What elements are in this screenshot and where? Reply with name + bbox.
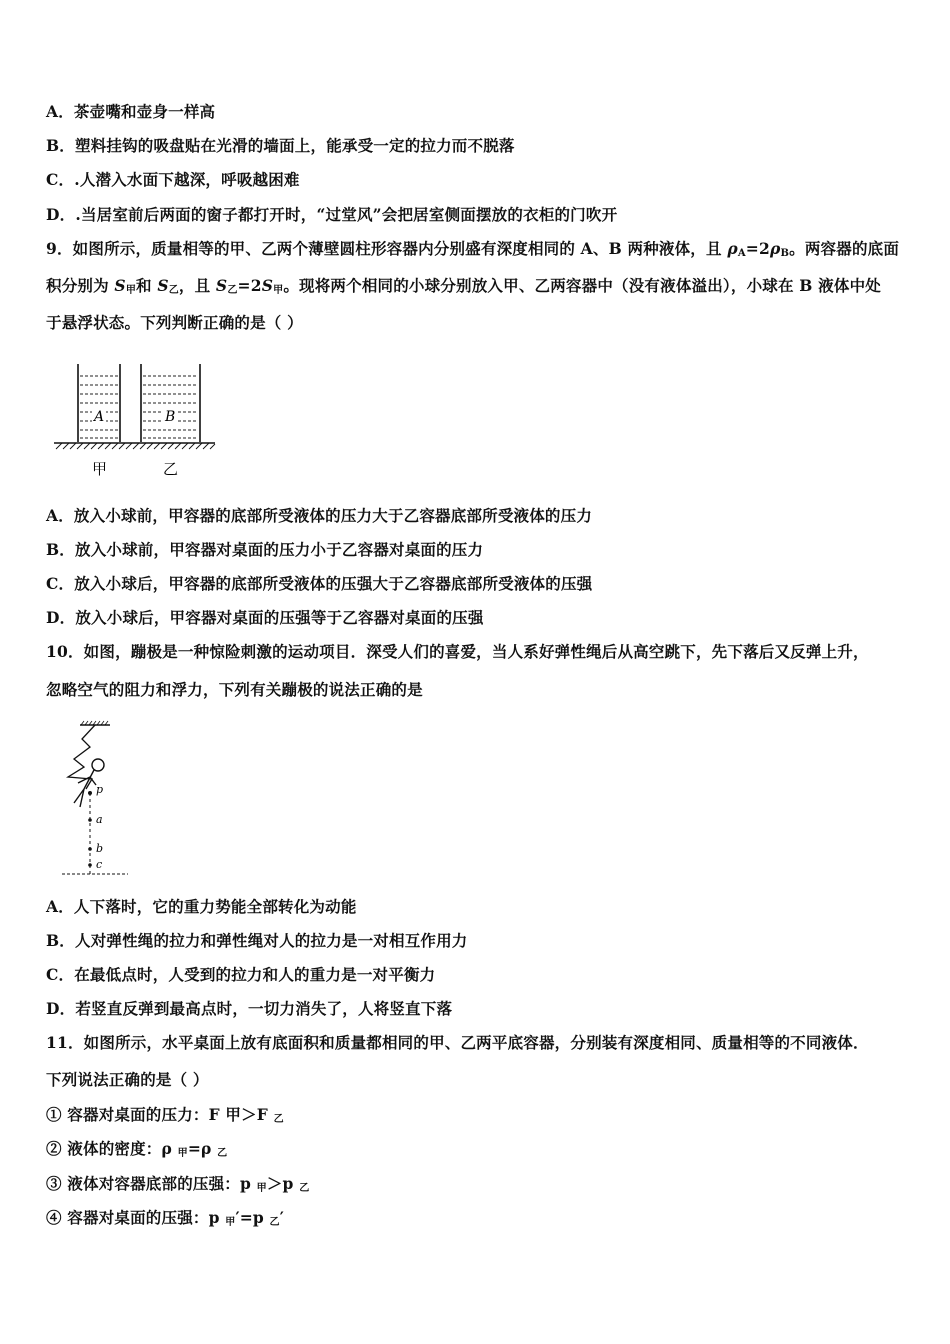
q10-option-a: A．人下落时，它的重力势能全部转化为动能 [46, 897, 357, 916]
q11-stem-line1: 11．如图所示，水平桌面上放有底面积和质量都相同的甲、乙两平底容器，分别装有深度相同、质量相等的不同液体． [46, 1033, 869, 1052]
q9-stem-line2: 积分别为 $S_甲$和 $S_乙$，且 $S_乙=2S_甲$。现将两个相同的小球分别放入甲、乙两容器中（没有液体溢出），小球在 B 液体中处 [46, 276, 881, 296]
q11-statement-1: ① 容器对桌面的压力：F 甲＞F $_乙$ [46, 1105, 284, 1125]
caption-jia: 甲 [92, 460, 108, 478]
q9-option-d: D．放入小球后，甲容器对桌面的压强等于乙容器对桌面的压强 [46, 608, 484, 627]
liquid-a [80, 376, 118, 438]
q10-option-d: D．若竖直反弹到最高点时，一切力消失了，人将竖直下落 [46, 999, 453, 1018]
caption-yi: 乙 [163, 460, 179, 478]
q11-statement-2: ② 液体的密度：ρ $_甲$=ρ $_乙$ [46, 1139, 228, 1159]
q9-option-c: C．放入小球后，甲容器的底部所受液体的压强大于乙容器底部所受液体的压强 [46, 574, 593, 593]
q10-stem-line1: 10．如图，蹦极是一种惊险刺激的运动项目．深受人们的喜爱，当人系好弹性绳后从高空跳下，先下落后又反弹上升， [46, 642, 869, 661]
liquid-a-label: A [94, 409, 105, 425]
q9-stem-line1: 9．如图所示，质量相等的甲、乙两个薄壁圆柱形容器内分别盛有深度相同的 A、B 两种液体，且 $\rho_A=2\rho_B$。两容器的底面 [46, 239, 900, 259]
q11-stem-line2: 下列说法正确的是（ ） [46, 1070, 209, 1089]
q9-containers-figure [50, 358, 220, 480]
liquid-b [143, 376, 198, 438]
q8-option-d: D．.当居室前后两面的窗子都打开时，“过堂风”会把居室侧面摆放的衣柜的门吹开 [46, 205, 618, 224]
container-jia [78, 364, 120, 442]
q8-option-a: A．茶壶嘴和壶身一样高 [46, 102, 216, 121]
q10-stem-line2: 忽略空气的阻力和浮力，下列有关蹦极的说法正确的是 [46, 680, 423, 699]
q11-statement-4: ④ 容器对桌面的压强：p $_甲$′=p $_乙$′ [46, 1208, 285, 1228]
q9-option-b: B．放入小球前，甲容器对桌面的压力小于乙容器对桌面的压力 [46, 540, 484, 559]
q8-option-b: B．塑料挂钩的吸盘贴在光滑的墙面上，能承受一定的拉力而不脱落 [46, 136, 515, 155]
q10-option-b: B．人对弹性绳的拉力和弹性绳对人的拉力是一对相互作用力 [46, 931, 468, 950]
point-b-label: b [96, 842, 104, 855]
point-a-label: a [96, 813, 103, 826]
q9-option-a: A．放入小球前，甲容器的底部所受液体的压力大于乙容器底部所受液体的压力 [46, 506, 593, 525]
point-p-label: p [96, 783, 104, 796]
point-c-label: c [96, 858, 103, 871]
q10-option-c: C．在最低点时，人受到的拉力和人的重力是一对平衡力 [46, 965, 436, 984]
liquid-b-label: B [165, 409, 176, 425]
table-hatching [56, 443, 215, 449]
q10-bungee-figure [60, 717, 130, 879]
q9-stem-line3: 于悬浮状态。下列判断正确的是（ ） [46, 313, 303, 332]
q8-option-c: C．.人潜入水面下越深，呼吸越困难 [46, 170, 300, 189]
q11-statement-3: ③ 液体对容器底部的压强：p $_甲$＞p $_乙$ [46, 1174, 310, 1194]
